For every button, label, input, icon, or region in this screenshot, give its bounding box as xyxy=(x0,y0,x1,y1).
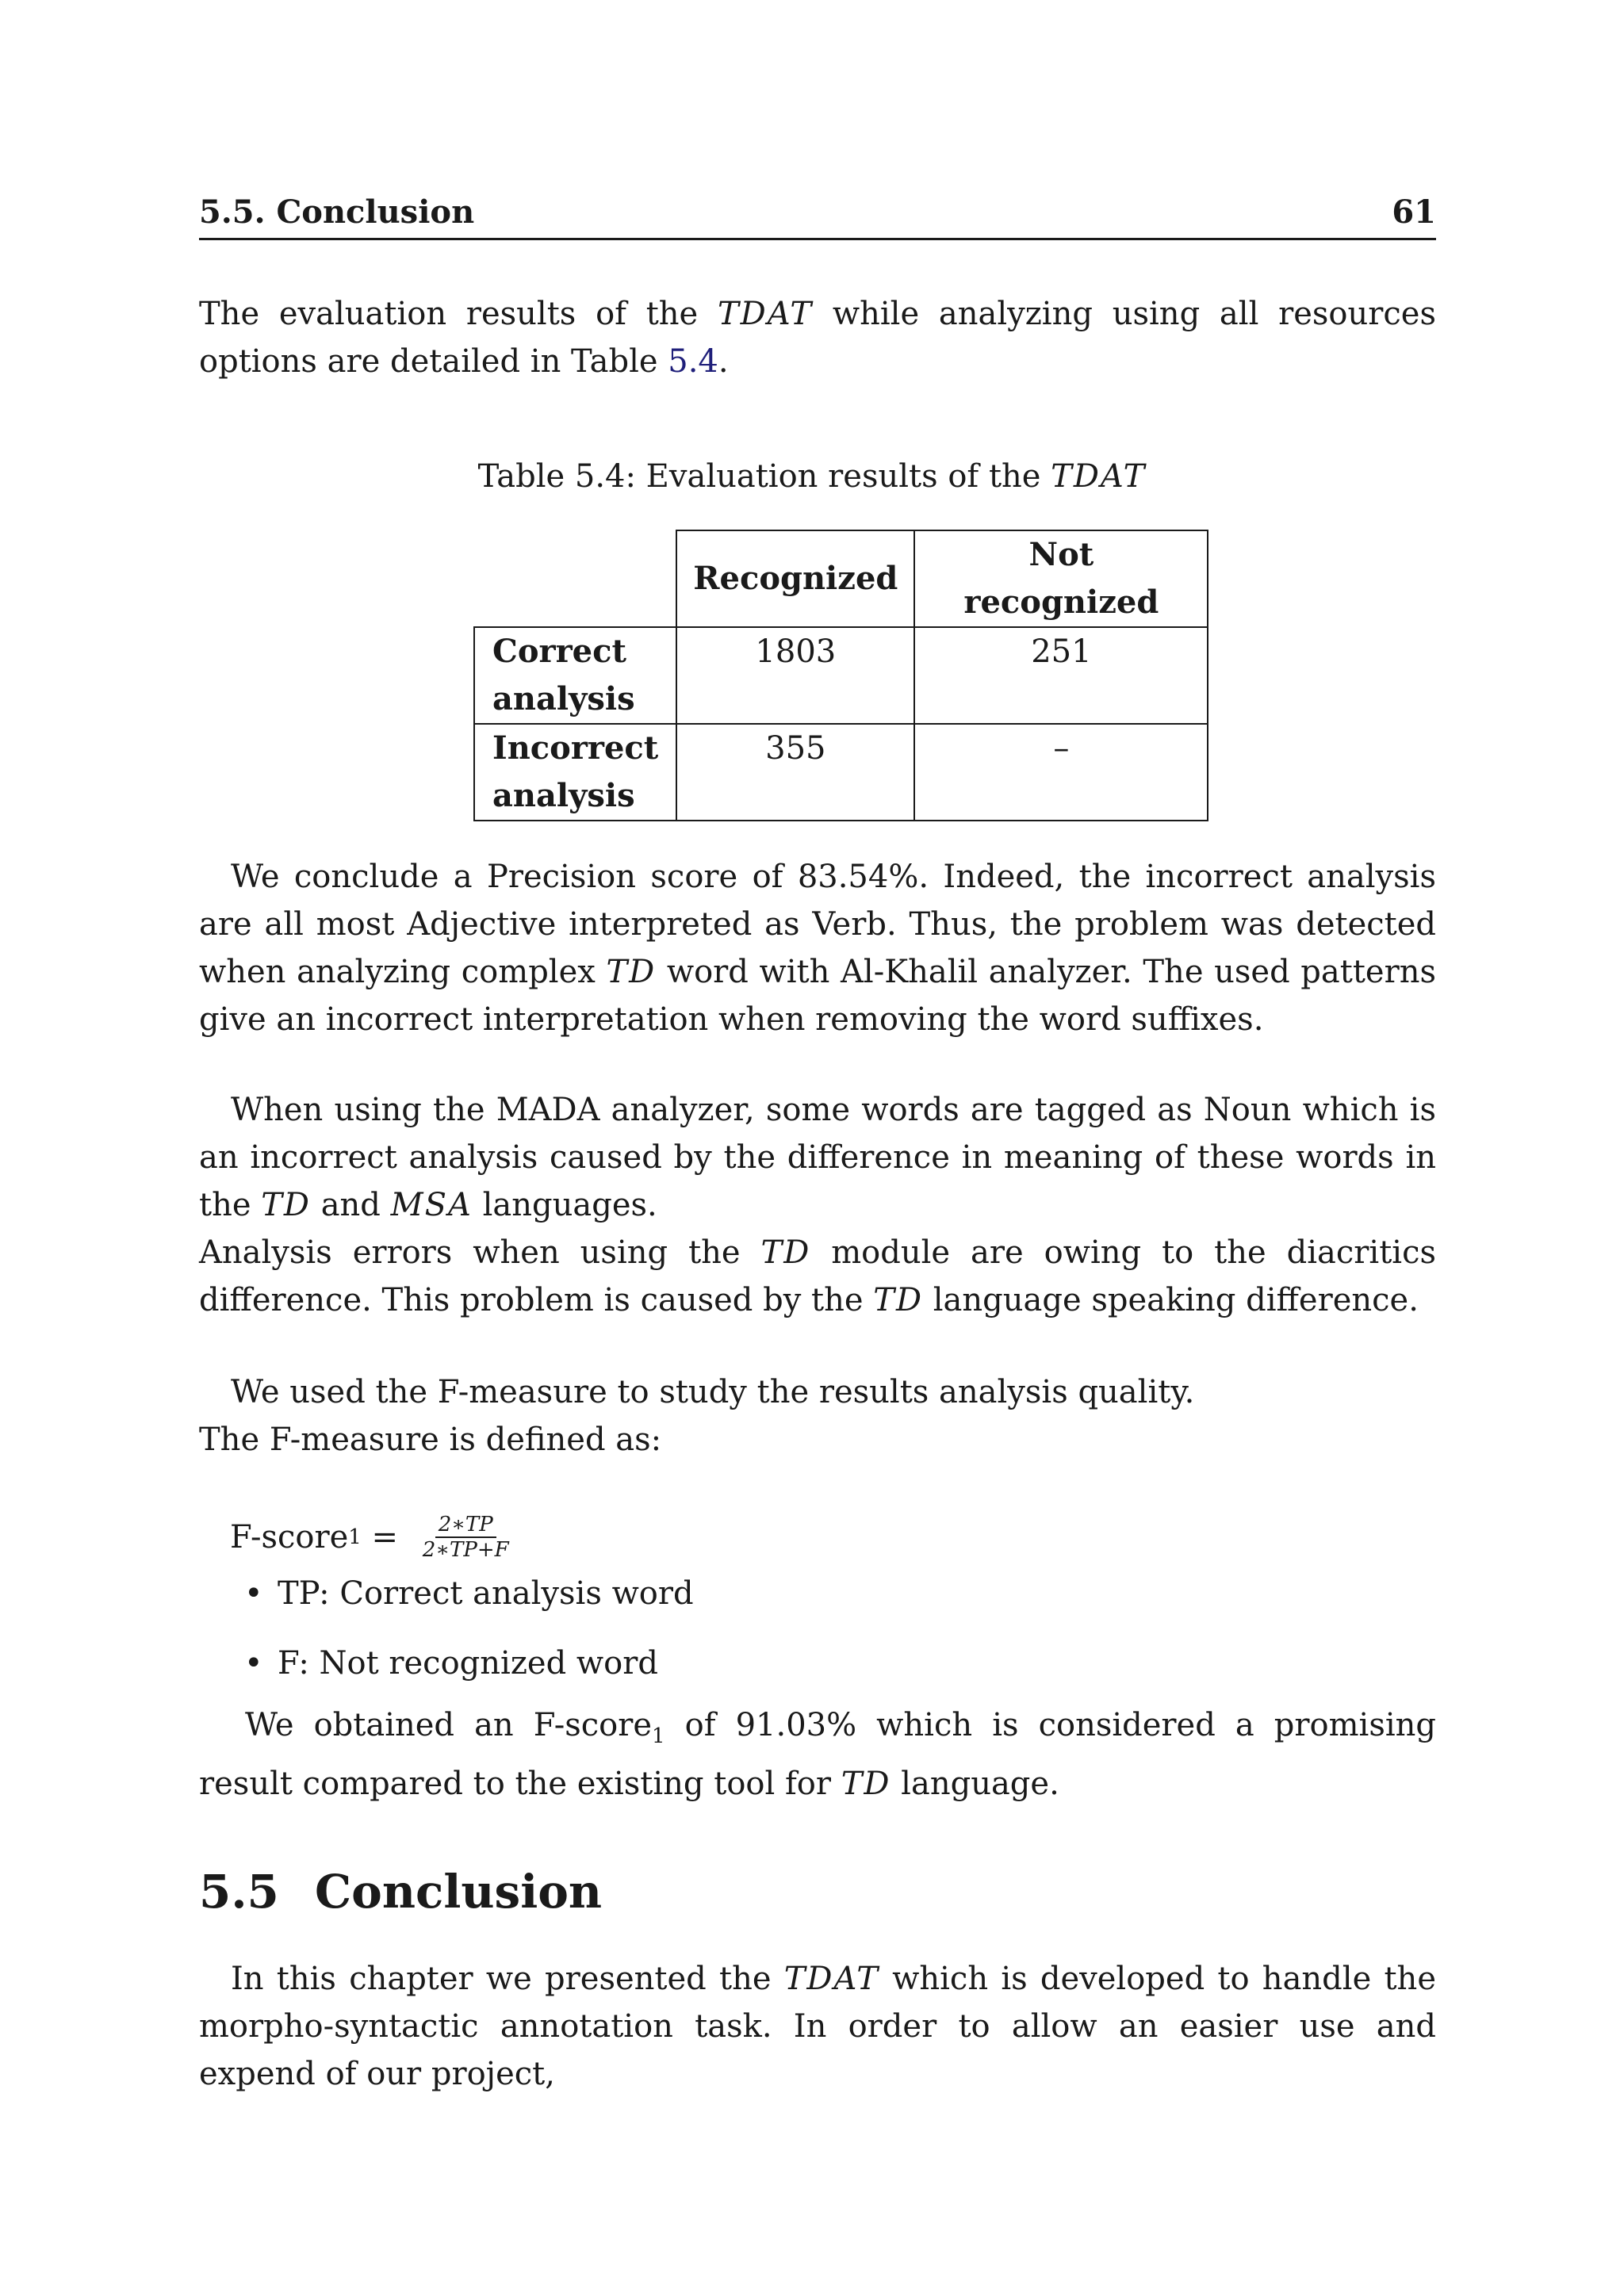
list-item-text: F: Not recognized word xyxy=(278,1645,658,1682)
td-term: TD xyxy=(841,1766,891,1802)
paragraph-text: which is developed to handle the morpho-syntactic annotation task. In order to allow an easier use and expend of our project, xyxy=(199,1961,1436,2092)
table-caption xyxy=(0,458,1624,495)
paragraph-text: Analysis errors when using the xyxy=(199,1234,761,1271)
intro-paragraph xyxy=(199,290,1436,385)
conclusion-paragraph xyxy=(199,1955,1436,2098)
fmeasure-paragraph xyxy=(199,1368,1436,1464)
running-header xyxy=(199,190,1436,240)
list-item xyxy=(244,1570,694,1617)
empty-corner-cell xyxy=(474,530,676,627)
column-header-not-recognized: Not recognized xyxy=(914,530,1208,627)
list-item-text: TP: Correct analysis word xyxy=(278,1575,694,1612)
page-number: 61 xyxy=(1392,193,1436,231)
td-term: TD xyxy=(606,954,657,990)
tdat-term: TDAT xyxy=(783,1961,879,1997)
row-label: Incorrect xyxy=(492,729,659,767)
paragraph-text: of 91.03% which is considered a promising result compared to the existing tool for xyxy=(199,1707,1437,1802)
formula-fraction xyxy=(419,1513,512,1562)
definition-list xyxy=(244,1570,694,1687)
mada-paragraph xyxy=(199,1086,1436,1324)
paragraph-text: word with Al-Khalil analyzer. The used patterns give an incorrect interpretation when removing the word suffixes. xyxy=(199,954,1436,1038)
cell-correct-not-recognized: 251 xyxy=(914,627,1208,724)
column-header-recognized: Recognized xyxy=(676,530,914,627)
formula-numerator: 2∗TP xyxy=(435,1513,496,1538)
precision-paragraph xyxy=(199,853,1436,1043)
cell-incorrect-recognized: 355 xyxy=(676,724,914,821)
list-item xyxy=(244,1640,694,1687)
cell-correct-recognized: 1803 xyxy=(676,627,914,724)
td-term: TD xyxy=(873,1282,924,1318)
subscript: 1 xyxy=(652,1724,665,1748)
row-label: Correct xyxy=(492,633,626,670)
table-row xyxy=(474,627,1208,724)
paragraph-text: module are owing to the diacritics difference. This problem is caused by the xyxy=(199,1234,1437,1318)
paragraph-text: We obtained an F-score xyxy=(245,1707,653,1743)
row-header-incorrect-analysis xyxy=(474,724,676,821)
row-label: analysis xyxy=(492,680,635,718)
formula-subscript: 1 xyxy=(348,1525,362,1549)
paragraph-text: We conclude a Precision score of 83.54%. Indeed, the incorrect analysis are all most Adjective interpreted as Verb. Thus, the problem was detected when analyzing complex xyxy=(199,859,1436,990)
tdat-term: TDAT xyxy=(717,296,814,332)
fscore-formula xyxy=(230,1513,512,1562)
tdat-term: TDAT xyxy=(1051,458,1147,495)
row-label: analysis xyxy=(492,777,635,814)
cell-incorrect-not-recognized: – xyxy=(914,724,1208,821)
paragraph-text: We used the F-measure to study the results analysis quality. xyxy=(231,1374,1195,1410)
bullet-icon: • xyxy=(244,1575,263,1612)
section-heading xyxy=(199,1865,602,1919)
paragraph-text: languages. xyxy=(472,1187,657,1223)
formula-equals: = xyxy=(361,1519,408,1556)
intro-text-2: while analyzing using all resources options are detailed in Table xyxy=(199,296,1436,380)
bullet-icon: • xyxy=(244,1645,263,1682)
paragraph-text: and xyxy=(310,1187,391,1223)
table-row xyxy=(474,724,1208,821)
paragraph-text: language speaking difference. xyxy=(923,1282,1419,1318)
running-header-section: 5.5. Conclusion xyxy=(199,193,475,231)
paragraph-text: When using the MADA analyzer, some words are tagged as Noun which is an incorrect analysis caused by the difference in meaning of these words in the xyxy=(199,1092,1436,1223)
paragraph-text: The F-measure is defined as: xyxy=(199,1422,662,1458)
evaluation-results-table xyxy=(473,530,1208,821)
caption-text: Table 5.4: Evaluation results of the xyxy=(477,458,1051,495)
fscore-result-paragraph xyxy=(199,1701,1436,1808)
td-term: TD xyxy=(261,1187,311,1223)
msa-term: MSA xyxy=(390,1187,473,1223)
table-reference-link[interactable]: 5.4 xyxy=(668,343,718,380)
section-number: 5.5 xyxy=(199,1865,279,1919)
section-title: Conclusion xyxy=(315,1865,603,1919)
paragraph-text: In this chapter we presented the xyxy=(231,1961,784,1997)
table-header-row xyxy=(474,530,1208,627)
intro-text: The evaluation results of the xyxy=(199,296,718,332)
intro-text-3: . xyxy=(718,343,729,380)
paragraph-text: language. xyxy=(891,1766,1059,1802)
td-term: TD xyxy=(760,1234,811,1271)
formula-lhs: F-score xyxy=(230,1519,349,1556)
formula-denominator: 2∗TP+F xyxy=(422,1538,509,1562)
row-header-correct-analysis xyxy=(474,627,676,724)
